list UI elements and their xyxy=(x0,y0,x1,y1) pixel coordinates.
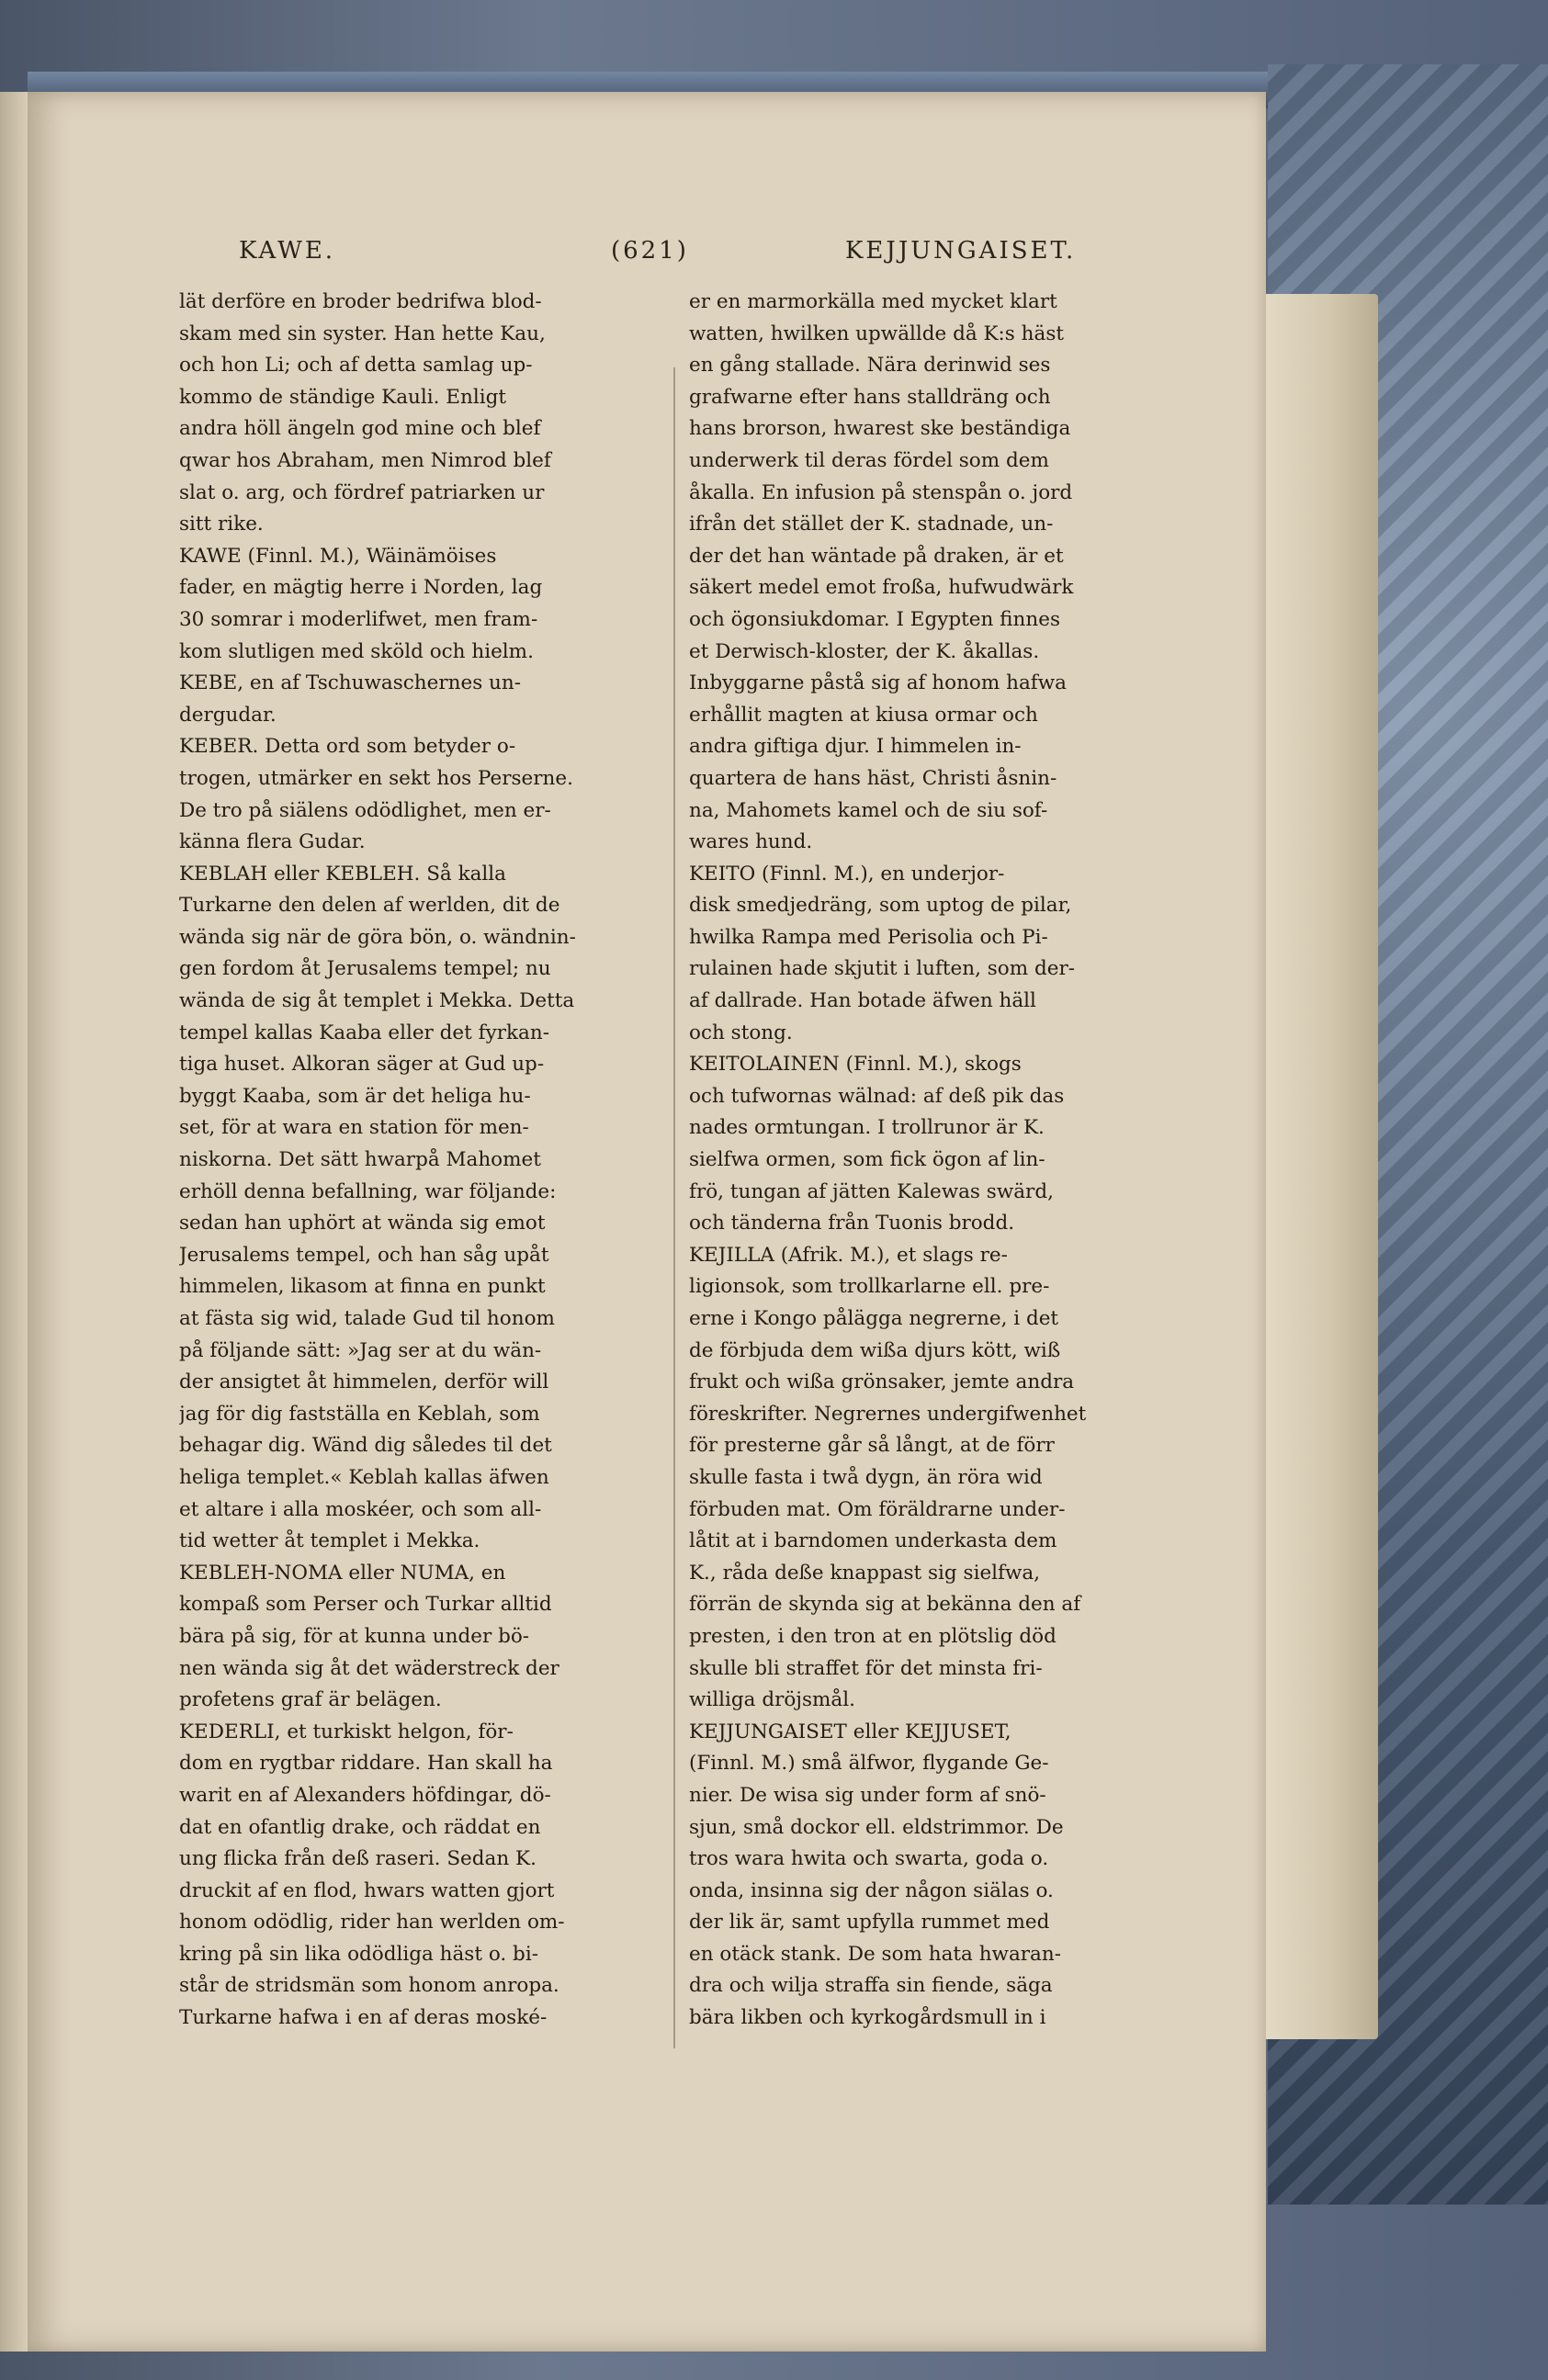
text-line: honom odödlig, rider han werlden om- xyxy=(179,1911,565,1934)
text-line: jag för dig fastställa en Keblah, som xyxy=(179,1402,540,1426)
text-line: rulainen hade skjutit i luften, som der- xyxy=(689,957,1075,981)
text-line: tid wetter åt templet i Mekka. xyxy=(179,1529,480,1553)
text-line: erne i Kongo pålägga negrerne, i det xyxy=(689,1307,1059,1330)
text-line: känna flera Gudar. xyxy=(179,830,366,854)
text-line: de förbjuda dem wißa djurs kött, wiß xyxy=(689,1338,1061,1362)
text-line: tiga huset. Alkoran säger at Gud up- xyxy=(179,1053,545,1077)
text-line: underwerk til deras fördel som dem xyxy=(689,448,1049,472)
text-line: KEDERLI, et turkiskt helgon, för- xyxy=(179,1720,514,1743)
text-line: Jerusalems tempel, och han såg upåt xyxy=(179,1243,549,1267)
page-edges xyxy=(1259,294,1378,2039)
text-line: et altare i alla moskéer, och som all- xyxy=(179,1497,542,1521)
head-left-word: KAWE. xyxy=(239,237,336,265)
text-line: watten, hwilken upwällde då K:s häst xyxy=(689,321,1065,345)
text-line: trogen, utmärker en sekt hos Perserne. xyxy=(179,766,573,790)
text-line: qwar hos Abraham, men Nimrod blef xyxy=(179,448,551,472)
text-line: fader, en mägtig herre i Norden, lag xyxy=(179,576,543,600)
text-line: KEBER. Detta ord som betyder o- xyxy=(179,735,516,759)
text-line: skulle bli straffet för det minsta fri- xyxy=(689,1656,1043,1680)
text-line: nier. De wisa sig under form af snö- xyxy=(689,1783,1046,1807)
text-line: onda, insinna sig der någon siälas o. xyxy=(689,1878,1054,1902)
text-line: KAWE (Finnl. M.), Wäinämöises xyxy=(179,544,497,568)
text-line: sedan han uphört at wända sig emot xyxy=(179,1212,546,1235)
text-line: föreskrifter. Negrernes undergifwenhet xyxy=(689,1402,1087,1426)
text-line: (Finnl. M.) små älfwor, flygande Ge- xyxy=(689,1752,1049,1776)
text-line: presten, i den tron at en plötslig död xyxy=(689,1624,1056,1648)
text-line: warit en af Alexanders höfdingar, dö- xyxy=(179,1783,551,1807)
text-line: skam med sin syster. Han hette Kau, xyxy=(179,321,546,345)
text-line: andra höll ängeln god mine och blef xyxy=(179,417,541,441)
text-line: andra giftiga djur. I himmelen in- xyxy=(689,735,1022,759)
text-line: bära på sig, för at kunna under bö- xyxy=(179,1624,530,1648)
text-line: KEITOLAINEN (Finnl. M.), skogs xyxy=(689,1053,1022,1077)
text-line: åkalla. En infusion på stenspån o. jord xyxy=(689,480,1073,504)
text-line: säkert medel emot froßa, hufwudwärk xyxy=(689,576,1074,600)
text-line: en otäck stank. De som hata hwaran- xyxy=(689,1942,1061,1966)
text-line: byggt Kaaba, som är det heliga hu- xyxy=(179,1084,531,1108)
page-content xyxy=(28,92,1266,2352)
text-line: skulle fasta i twå dygn, än röra wid xyxy=(689,1465,1043,1489)
text-line: behagar dig. Wänd dig således til det xyxy=(179,1434,552,1458)
text-line: grafwarne efter hans stalldräng och xyxy=(689,385,1051,409)
text-line: dom en rygtbar riddare. Han skall ha xyxy=(179,1752,553,1776)
text-line: Inbyggarne påstå sig af honom hafwa xyxy=(689,671,1067,695)
text-line: Turkarne hafwa i en af deras moské- xyxy=(179,2006,548,2030)
text-line: der ansigtet åt himmelen, derför will xyxy=(179,1370,549,1394)
text-line: 30 somrar i moderlifwet, men fram- xyxy=(179,607,538,631)
text-line: sitt rike. xyxy=(179,513,264,536)
text-line: och ögonsiukdomar. I Egypten finnes xyxy=(689,607,1060,631)
text-line: står de stridsmän som honom anropa. xyxy=(179,1974,559,1998)
text-line: kommo de ständige Kauli. Enligt xyxy=(179,385,506,409)
text-line: hans brorson, hwarest ske beständiga xyxy=(689,417,1071,441)
text-line: och tänderna från Tuonis brodd. xyxy=(689,1212,1015,1235)
text-line: och hon Li; och af detta samlag up- xyxy=(179,354,533,378)
text-line: frö, tungan af jätten Kalewas swärd, xyxy=(689,1179,1054,1203)
column-divider xyxy=(673,367,675,2048)
text-line: dat en ofantlig drake, och räddat en xyxy=(179,1815,541,1839)
text-line: er en marmorkälla med mycket klart xyxy=(689,290,1057,313)
text-line: erhöll denna befallning, war följande: xyxy=(179,1179,557,1203)
text-line: på följande sätt: »Jag ser at du wän- xyxy=(179,1338,542,1362)
text-line: nades ormtungan. I trollrunor är K. xyxy=(689,1116,1045,1140)
text-line: förbuden mat. Om föräldrarne under- xyxy=(689,1497,1066,1521)
text-line: K., råda deße knappast sig sielfwa, xyxy=(689,1561,1041,1585)
text-line: dergudar. xyxy=(179,703,277,727)
text-line: ligionsok, som trollkarlarne ell. pre- xyxy=(689,1275,1050,1299)
text-line: tempel kallas Kaaba eller det fyrkan- xyxy=(179,1021,549,1044)
text-line: wares hund. xyxy=(689,830,813,854)
book-page xyxy=(28,92,1266,2352)
text-line: kom slutligen med sköld och hielm. xyxy=(179,639,534,663)
text-line: och stong. xyxy=(689,1021,793,1044)
text-line: Turkarne den delen af werlden, dit de xyxy=(179,894,560,918)
text-line: KEITO (Finnl. M.), en underjor- xyxy=(689,862,1005,885)
text-line: himmelen, likasom at finna en punkt xyxy=(179,1275,546,1299)
right-column xyxy=(689,287,1176,2035)
text-line: quartera de hans häst, Christi åsnin- xyxy=(689,766,1057,790)
text-line: na, Mahomets kamel och de siu sof- xyxy=(689,798,1048,822)
text-line: lät derföre en broder bedrifwa blod- xyxy=(179,290,542,313)
text-line: De tro på siälens odödlighet, men er- xyxy=(179,798,551,822)
facing-page-edge xyxy=(0,92,28,2352)
text-line: för presterne går så långt, at de förr xyxy=(689,1434,1055,1458)
text-line: profetens graf är belägen. xyxy=(179,1688,442,1712)
text-line: set, för at wara en station för men- xyxy=(179,1116,529,1140)
text-line: af dallrade. Han botade äfwen häll xyxy=(689,989,1036,1013)
text-line: wända de sig åt templet i Mekka. Detta xyxy=(179,989,575,1013)
text-line: der lik är, samt upfylla rummet med xyxy=(689,1911,1050,1934)
text-line: KEBE, en af Tschuwaschernes un- xyxy=(179,671,522,695)
text-line: en gång stallade. Nära derinwid ses xyxy=(689,354,1051,378)
running-head xyxy=(110,237,1203,274)
text-line: heliga templet.« Keblah kallas äfwen xyxy=(179,1465,549,1489)
text-line: tros wara hwita och swarta, goda o. xyxy=(689,1847,1049,1871)
head-right-word: KEJJUNGAISET. xyxy=(845,237,1077,265)
text-line: druckit af en flod, hwars watten gjort xyxy=(179,1878,555,1902)
text-line: kring på sin lika odödliga häst o. bi- xyxy=(179,1942,538,1966)
text-line: at fästa sig wid, talade Gud til honom xyxy=(179,1307,555,1330)
text-line: KEJJUNGAISET eller KEJJUSET, xyxy=(689,1720,1011,1743)
text-line: der det han wäntade på draken, är et xyxy=(689,544,1064,568)
text-line: och tufwornas wälnad: af deß pik das xyxy=(689,1084,1065,1108)
text-line: wända sig när de göra bön, o. wändnin- xyxy=(179,925,576,949)
page-number: (621) xyxy=(611,237,689,265)
text-line: sjun, små dockor ell. eldstrimmor. De xyxy=(689,1815,1064,1839)
text-line: williga dröjsmål. xyxy=(689,1688,855,1712)
text-line: disk smedjedräng, som uptog de pilar, xyxy=(689,894,1072,918)
text-line: et Derwisch-kloster, der K. åkallas. xyxy=(689,639,1040,663)
text-line: KEBLEH-NOMA eller NUMA, en xyxy=(179,1561,506,1585)
left-column xyxy=(179,287,666,2035)
text-line: frukt och wißa grönsaker, jemte andra xyxy=(689,1370,1075,1394)
text-line: niskorna. Det sätt hwarpå Mahomet xyxy=(179,1148,541,1172)
text-line: erhållit magten at kiusa ormar och xyxy=(689,703,1038,727)
text-line: bära likben och kyrkogårdsmull in i xyxy=(689,2006,1046,2030)
text-line: slat o. arg, och fördref patriarken ur xyxy=(179,480,545,504)
text-line: ifrån det stället der K. stadnade, un- xyxy=(689,513,1054,536)
text-line: låtit at i barndomen underkasta dem xyxy=(689,1529,1057,1553)
text-line: sielfwa ormen, som fick ögon af lin- xyxy=(689,1148,1045,1172)
text-line: gen fordom åt Jerusalems tempel; nu xyxy=(179,957,551,981)
text-line: kompaß som Perser och Turkar alltid xyxy=(179,1593,552,1617)
text-line: förrän de skynda sig at bekänna den af xyxy=(689,1593,1081,1617)
text-line: ung flicka från deß raseri. Sedan K. xyxy=(179,1847,537,1871)
text-line: dra och wilja straffa sin fiende, säga xyxy=(689,1974,1053,1998)
text-line: KEJILLA (Afrik. M.), et slags re- xyxy=(689,1243,1008,1267)
text-line: nen wända sig åt det wäderstreck der xyxy=(179,1656,559,1680)
text-line: KEBLAH eller KEBLEH. Så kalla xyxy=(179,862,506,885)
text-line: hwilka Rampa med Perisolia och Pi- xyxy=(689,925,1048,949)
